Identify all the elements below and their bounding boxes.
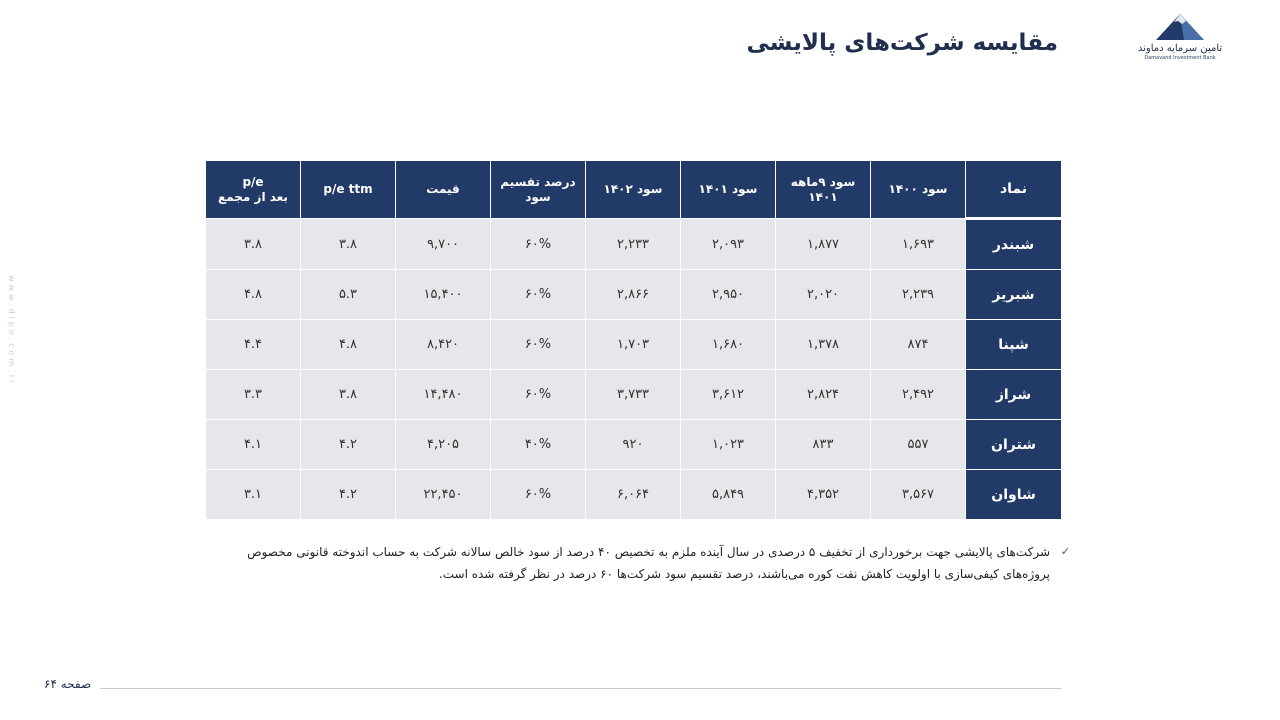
cell-profit-1400: ۸۷۴ xyxy=(871,320,966,370)
checkmark-icon: ✓ xyxy=(1060,545,1070,558)
cell-dividend-percent: ۶۰% xyxy=(491,370,586,420)
cell-price: ۲۲,۴۵۰ xyxy=(396,470,491,520)
cell-symbol: شاوان xyxy=(966,470,1062,520)
cell-price: ۸,۴۲۰ xyxy=(396,320,491,370)
header-dividend-percent: درصد تقسیم سود xyxy=(491,161,586,219)
cell-symbol: شپنا xyxy=(966,320,1062,370)
footer-divider xyxy=(100,688,1061,689)
cell-price: ۱۴,۴۸۰ xyxy=(396,370,491,420)
cell-pe-after: ۳.۸ xyxy=(206,219,301,270)
cell-profit-1400: ۲,۲۳۹ xyxy=(871,270,966,320)
cell-pe-ttm: ۵.۳ xyxy=(301,270,396,320)
cell-dividend-percent: ۶۰% xyxy=(491,219,586,270)
cell-profit-9m-1401: ۸۳۳ xyxy=(776,420,871,470)
header-pe-ttm: p/e ttm xyxy=(301,161,396,219)
cell-pe-after: ۳.۱ xyxy=(206,470,301,520)
cell-profit-1401: ۳,۶۱۲ xyxy=(681,370,776,420)
cell-dividend-percent: ۶۰% xyxy=(491,270,586,320)
cell-dividend-percent: ۴۰% xyxy=(491,420,586,470)
cell-profit-1400: ۳,۵۶۷ xyxy=(871,470,966,520)
logo-text-en: Damavand Investment Bank xyxy=(1144,55,1216,61)
side-watermark-url: www.dipo.com.ir xyxy=(7,275,16,387)
cell-price: ۱۵,۴۰۰ xyxy=(396,270,491,320)
cell-profit-1401: ۲,۹۵۰ xyxy=(681,270,776,320)
header-profit-9m-1401: سود ۹ماهه ۱۴۰۱ xyxy=(776,161,871,219)
cell-profit-9m-1401: ۲,۰۲۰ xyxy=(776,270,871,320)
cell-price: ۹,۷۰۰ xyxy=(396,219,491,270)
cell-profit-1401: ۱,۶۸۰ xyxy=(681,320,776,370)
cell-dividend-percent: ۶۰% xyxy=(491,320,586,370)
cell-profit-1402: ۳,۷۳۳ xyxy=(586,370,681,420)
dividend-note xyxy=(210,541,1070,585)
cell-symbol: شتران xyxy=(966,420,1062,470)
company-logo xyxy=(1128,12,1232,74)
table-row xyxy=(206,270,1062,320)
header-profit-1402: سود ۱۴۰۲ xyxy=(586,161,681,219)
cell-profit-1400: ۱,۶۹۳ xyxy=(871,219,966,270)
header-price: قیمت xyxy=(396,161,491,219)
cell-profit-1400: ۲,۴۹۲ xyxy=(871,370,966,420)
cell-profit-9m-1401: ۱,۸۷۷ xyxy=(776,219,871,270)
header-after-assembly-label: بعد از مجمع xyxy=(218,189,288,204)
cell-pe-ttm: ۳.۸ xyxy=(301,370,396,420)
refinery-comparison-table xyxy=(205,160,1062,520)
note-text: شرکت‌های پالایشی جهت برخورداری از تخفیف ۵ درصدی در سال آینده ملزم به تخصیص ۴۰ درصد از سود خالص سالانه شرکت به حساب اندوخته قانونی مخصوص پروژه‌های کیفی‌سازی با اولویت کاهش نفت کوره می‌باشند، درصد تقسیم سود شرکت‌ها ۶۰ درصد در نظر گرفته شده است. xyxy=(247,545,1050,581)
cell-profit-1401: ۵,۸۴۹ xyxy=(681,470,776,520)
page-title: مقایسه شرکت‌های پالایشی xyxy=(746,30,1058,56)
cell-pe-after: ۴.۱ xyxy=(206,420,301,470)
cell-profit-1402: ۲,۲۳۳ xyxy=(586,219,681,270)
header-pe-after xyxy=(206,161,301,219)
cell-pe-ttm: ۴.۲ xyxy=(301,420,396,470)
cell-profit-1401: ۲,۰۹۳ xyxy=(681,219,776,270)
cell-profit-1402: ۲,۸۶۶ xyxy=(586,270,681,320)
cell-dividend-percent: ۶۰% xyxy=(491,470,586,520)
mountain-logo-icon xyxy=(1154,12,1206,42)
cell-pe-ttm: ۴.۸ xyxy=(301,320,396,370)
table-row xyxy=(206,470,1062,520)
cell-profit-1402: ۱,۷۰۳ xyxy=(586,320,681,370)
cell-price: ۴,۲۰۵ xyxy=(396,420,491,470)
cell-pe-after: ۴.۴ xyxy=(206,320,301,370)
cell-profit-1401: ۱,۰۲۳ xyxy=(681,420,776,470)
cell-pe-ttm: ۳.۸ xyxy=(301,219,396,270)
cell-profit-1402: ۹۲۰ xyxy=(586,420,681,470)
table-header-row xyxy=(206,161,1062,219)
header-pe-label: p/e xyxy=(242,174,264,189)
cell-profit-9m-1401: ۱,۳۷۸ xyxy=(776,320,871,370)
table-row xyxy=(206,320,1062,370)
cell-pe-ttm: ۴.۲ xyxy=(301,470,396,520)
logo-text-fa: تامین سرمایه دماوند xyxy=(1137,43,1223,54)
page-number: صفحه ۶۴ xyxy=(44,677,92,691)
header-symbol: نماد xyxy=(966,161,1062,219)
cell-pe-after: ۳.۳ xyxy=(206,370,301,420)
cell-profit-1402: ۶,۰۶۴ xyxy=(586,470,681,520)
table-row xyxy=(206,219,1062,270)
table-row xyxy=(206,370,1062,420)
cell-symbol: شبندر xyxy=(966,219,1062,270)
cell-profit-9m-1401: ۴,۳۵۲ xyxy=(776,470,871,520)
cell-profit-1400: ۵۵۷ xyxy=(871,420,966,470)
cell-symbol: شراز xyxy=(966,370,1062,420)
header-profit-1401: سود ۱۴۰۱ xyxy=(681,161,776,219)
cell-pe-after: ۴.۸ xyxy=(206,270,301,320)
cell-symbol: شبریز xyxy=(966,270,1062,320)
cell-profit-9m-1401: ۲,۸۲۴ xyxy=(776,370,871,420)
table-row xyxy=(206,420,1062,470)
header-profit-1400: سود ۱۴۰۰ xyxy=(871,161,966,219)
